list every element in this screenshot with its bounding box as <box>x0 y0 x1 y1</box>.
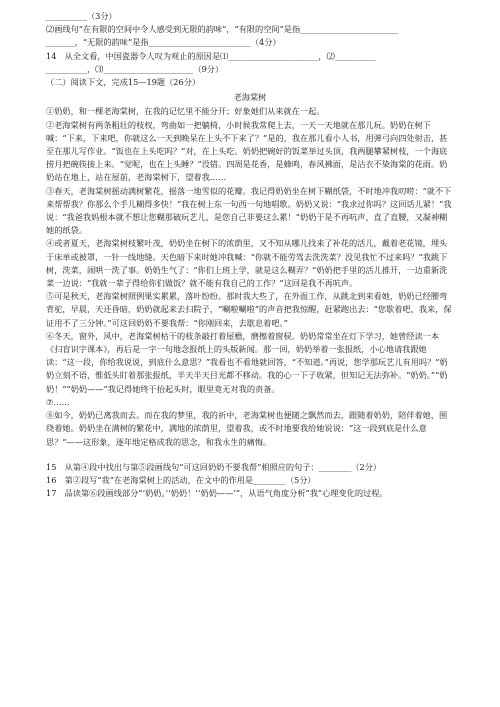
text-line: 14 从全文看，中国瓷器令人叹为观止的原因是⑴______________________，⑵__________ <box>46 50 376 61</box>
questions-block <box>46 461 454 501</box>
text-line: ⑵画线句“在有限的空间中令人感受到无限的韵味”，“有限的空间”是指________________________ <box>46 24 399 35</box>
top-question-block <box>46 10 454 50</box>
question-16: 16 第②段写“我”在老海棠树上的活动，在文中的作用是________（5分） <box>46 474 316 485</box>
text-line: __________（3分） <box>46 11 117 21</box>
article-body <box>46 105 454 448</box>
text-line: __________，⑶______________________（9分） <box>46 63 224 74</box>
paragraph: ④或者夏天，老海棠树枝繁叶茂，奶奶坐在树下的浓荫里，又不知从哪儿找来了补花的活儿，戴着老花镜，埋头于床单或被罩，一针一线地缝。天色暗下来时她冲我喊：“你就不能劳驾去洗洗菜？没见我忙不过来吗？”我跳下树，洗菜，闹哄一洗了事。奶奶生气了：“你们上班上学，就是这么糊弄？”奶奶把手里的活儿推开，一边重新洗菜一边说：“我就一辈子得给你们做饭？就不能有我自己的工作？”这回是我不再吭声。 <box>46 238 448 289</box>
paragraph: ⑤可是秋天，老海棠树照例果实累累，落叶纷纷。那时我大些了，在外面工作，从跳北到来看她，奶奶已经腰弯背驼，早晨，天还昏暗，奶奶就起来去扫院子，“唰啦唰啦”的声音把我惊醒，赶紧跑出去：“您歇着吧，我来，保证用不了三分钟。”可这回奶奶不要我帮：“你刚回来，去歇息着吧。” <box>46 291 452 328</box>
paragraph: ⑧如今，奶奶已离我而去。而在我的梦里，我的祈中，老海棠树也便随之飘然而去，跟随着奶奶，陪伴着她，围绕着她。奶奶坐在满树的繁花中，满地的浓荫里，望着我，或不时地要我给她说说：“这一段到底是什么意思？”——这形象，逐年地定格成我的思念，和我永生的痛悔。 <box>46 410 448 447</box>
question-17: 17 品读第⑥段画线部分“‘奶奶。’‘奶奶！’‘奶奶——’”，从语气角度分析“我”心理变化的过程。 <box>46 488 388 499</box>
text-line: _______，“无限的韵味”是指_________________________（4分） <box>46 37 281 48</box>
question-14 <box>46 50 454 76</box>
paragraph: ⑦…… <box>46 396 70 407</box>
paragraph: ①奶奶，和一棵老海棠树，在我的记忆里不能分开；好象她们从来就在一起。 <box>46 106 325 117</box>
paragraph: ②老海棠树有两条粗壮的枝杈，弯曲如一把躺椅，小时候我常爬上去，一天一天地就在那儿玩。奶奶在树下喊：“下来，下来吧，你就这么一天到晚呆在上头不下来了？”是的，我在那儿看小人书，用弹弓向四处射击，甚至在那儿写作业。“饭也在上头吃吗？”对，在上头吃。奶奶把碗好的饭菜举过头顶，我两腿攀紧树枝，一个海底捞月把碗筷接上来。“觉呢，也在上头睡？”没错。四周是花香，是蜂鸣，春风拂面，是沾衣不染海棠的花雨。奶奶站在地上，站在屋前，老海棠树下，望着我…… <box>46 119 448 183</box>
article-title: 老海棠树 <box>233 92 267 103</box>
paragraph: ⑥冬天，窗外，风中，老海棠树枯干的枝条敲打着屋檐，磨擦着窗棂。奶奶常常坐在灯下学习，她曾经读一本《扫盲识字课本》，再后是一字一句地念报纸上的头版新闻。那一回，奶奶举着一张报纸，小心地请我跟她读：“这一段，你给我说说，到底什么意思？”我看也不看地就回答，“不知道。”再说，您学那玩艺儿有用吗？”奶奶立刻不语，惟低头盯着那张报纸，半天半天目光都不移动。我的心一下子收紧，但知记无法弥补。“奶奶。”“奶奶！”“奶奶——”我记得她终于抬起头时，眼里竟无对我的责备。 <box>46 330 448 394</box>
section-heading: （二）阅读下文，完成15—19题（26分） <box>46 77 201 88</box>
paragraph: ③春天，老海棠树摇动满树繁花，摇落一地雪似的花瓣。我记得奶奶坐在树下糊纸袋，不时地冲我叨唠：“就不下来帮帮我？你那么个手儿糊得多快！”我在树上东一句西一句地唱歌。奶奶又说：“我求过你吗？这回话儿紧！”我说：“我爸我妈根本就不想让您糊那破玩艺儿，是您自己非要这么累！”奶奶于是不再吭声，直了直腰，又凝神糊她的纸袋。 <box>46 185 452 236</box>
question-15: 15 从第④段中找出与第⑤段画线句“可这回奶奶不要我帮”相照应的句子：________（2分） <box>46 461 382 472</box>
